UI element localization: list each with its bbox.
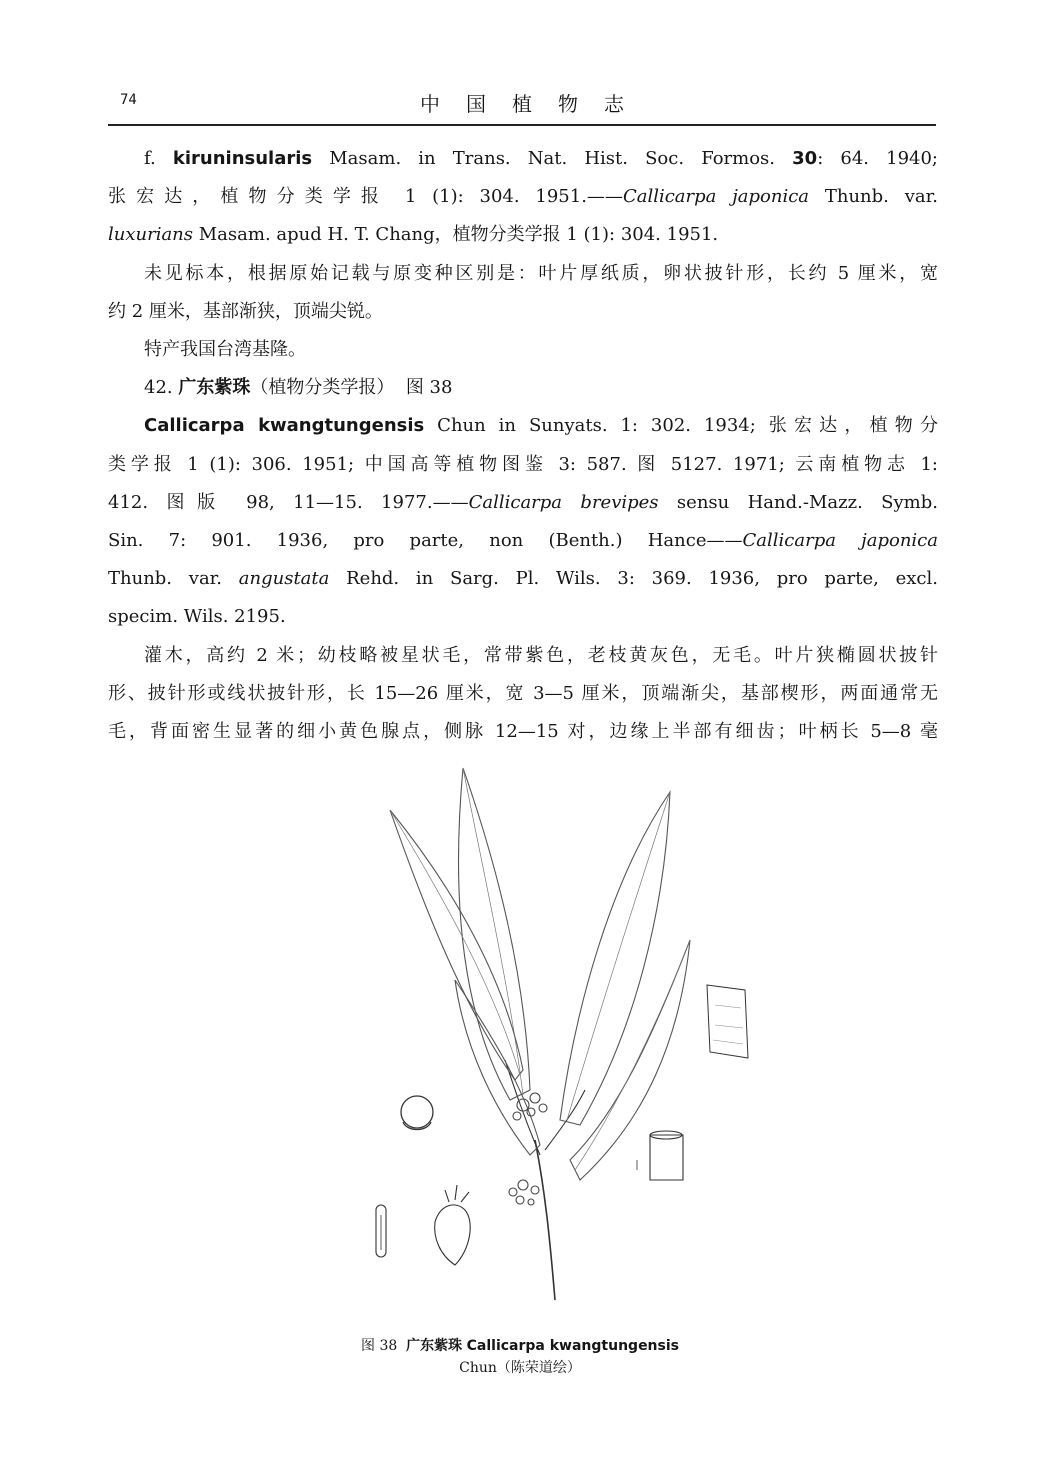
calyx-detail [637,1131,683,1180]
running-title: 中国植物志 [420,92,650,116]
description-line-1: 灌木，高约 2 米；幼枝略被星状毛，常带紫色，老枝黄灰色，无毛。叶片狭椭圆状披针 [144,644,938,666]
citation-line-5: Thunb. var. angustata Rehd. in Sarg. Pl. Wils. 3: 369. 1936, pro parte, excl. [108,568,938,590]
forma-line-3: luxurians Masam. apud H. T. Chang，植物分类学报 1 (1): 304. 1951. [108,224,719,246]
branch-right [545,1090,585,1150]
forma-line-2: 张宏达，植物分类学报 1 (1): 304. 1951.——Callicarpa japonica Thunb. var. [108,186,938,208]
forma-description-1: 未见标本，根据原始记载与原变种区别是：叶片厚纸质，卵状披针形，长约 5 厘米，宽 [144,262,938,284]
figure-caption [0,1335,1040,1379]
main-stem [535,1140,555,1300]
description-line-2: 形、披针形或线状披针形，长 15—26 厘米，宽 3—5 厘米，顶端渐尖，基部楔形，两面通常无 [108,682,938,704]
flower-detail [435,1185,471,1265]
citation-line-3: 412. 图版 98, 11—15. 1977.——Callicarpa brevipes sensu Hand.-Mazz. Symb. [108,491,938,513]
citation-line-4: Sin. 7: 901. 1936, pro parte, non (Benth.) Hance——Callicarpa japonica [108,530,938,552]
figure-reference: 图 38 [405,377,453,399]
forma-distribution: 特产我国台湾基隆。 [144,339,306,361]
citation-line-6: specim. Wils. 2195. [108,606,286,628]
leaf-far-left [390,810,523,1080]
figure-caption-line-1 [0,1335,1040,1357]
forma-name: kiruninsularis [172,148,313,169]
leaf-upper-right [560,792,670,1125]
figure-chinese-name: 广东紫珠 [406,1338,463,1354]
species-chinese-name: 广东紫珠 [178,377,251,399]
figure-latin-name: Callicarpa kwangtungensis [466,1338,679,1354]
fruit-detail [401,1096,433,1130]
species-heading: 42. 广东紫珠（植物分类学报） 图 38 [144,377,453,399]
page-header [108,88,936,126]
leaf-segment-detail [707,985,748,1058]
figure-label: 图 38 [361,1338,398,1354]
citation-line-2: 类学报 1 (1): 306. 1951; 中国高等植物图鉴 3: 587. 图 5127. 1971; 云南植物志 1: [108,453,938,475]
leaf-lower-right [570,940,690,1180]
stamen-detail [376,1205,386,1257]
flower-cluster-lower [509,1180,539,1205]
leaf-lower-left [455,980,540,1155]
forma-line-1: f. kiruninsularis Masam. in Trans. Nat. Hist. Soc. Formos. 30: 64. 1940; [144,148,938,169]
body-text [108,140,938,751]
species-latin-name: Callicarpa kwangtungensis [144,415,425,437]
botanical-illustration [345,760,765,1320]
description-line-3: 毛，背面密生显著的细小黄色腺点，侧脉 12—15 对，边缘上半部有细齿；叶柄长 5—8 毫 [108,721,938,743]
leaf-upper-left [458,768,530,1100]
forma-description-2: 约 2 厘米，基部渐狭，顶端尖锐。 [108,300,383,322]
figure-author-line: Chun（陈荣道绘） [459,1360,581,1376]
citation-line-1: Callicarpa kwangtungensis Chun in Sunyats. 1: 302. 1934; 张宏达，植物分 [144,415,938,437]
page-number: 74 [120,92,137,108]
